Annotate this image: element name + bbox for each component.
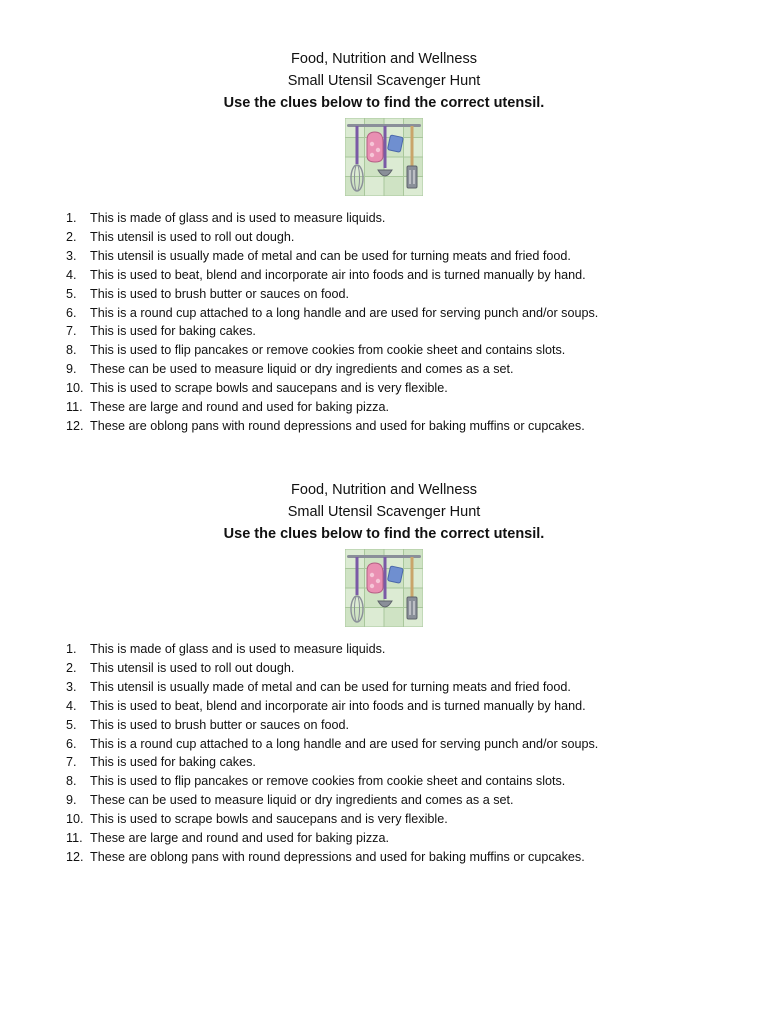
- clue-text: This is used to scrape bowls and saucepans and is very flexible.: [90, 381, 448, 396]
- clue-item: [66, 772, 706, 791]
- clue-text: This is made of glass and is used to measure liquids.: [90, 642, 386, 656]
- clue-text: This is used for baking cakes.: [90, 755, 256, 770]
- clue-text: These are oblong pans with round depressions and used for baking muffins or cupcakes.: [90, 849, 585, 864]
- clue-number: 5.: [66, 286, 77, 301]
- clue-number: 5.: [66, 717, 77, 732]
- clue-item: [66, 322, 706, 341]
- clue-item: [66, 753, 706, 772]
- clue-item: [66, 848, 706, 867]
- clue-text: This utensil is usually made of metal and can be used for turning meats and fried food.: [90, 679, 571, 694]
- clue-text: This is a round cup attached to a long handle and are used for serving punch and/or soups.: [90, 736, 599, 751]
- clue-number: 8.: [66, 343, 77, 358]
- clue-number: 7.: [66, 324, 77, 339]
- clue-item: [66, 266, 706, 285]
- clue-list: [66, 209, 706, 436]
- clue-number: 9.: [66, 793, 77, 808]
- clue-number: 2.: [66, 660, 77, 675]
- clue-item: [66, 697, 706, 716]
- clue-number: 6.: [66, 305, 77, 320]
- clue-number: 12.: [66, 418, 84, 433]
- clue-item: [66, 209, 706, 228]
- kitchen-utensils-icon: [345, 549, 423, 627]
- clue-item: [66, 791, 706, 810]
- clue-number: 8.: [66, 774, 77, 789]
- clue-number: 10.: [66, 812, 84, 827]
- clue-item: [66, 398, 706, 417]
- clue-list: [66, 640, 706, 867]
- clue-number: 6.: [66, 736, 77, 751]
- clue-number: 11.: [66, 831, 83, 846]
- clue-text: These are oblong pans with round depressions and used for baking muffins or cupcakes.: [90, 418, 585, 433]
- clue-item: [66, 341, 706, 360]
- clue-number: 4.: [66, 698, 77, 713]
- clue-item: [66, 678, 706, 697]
- clue-number: 3.: [66, 679, 77, 694]
- sheet-subtitle: Small Utensil Scavenger Hunt: [287, 504, 481, 520]
- clue-item: [66, 379, 706, 398]
- sheet-title: Food, Nutrition and Wellness: [291, 482, 477, 498]
- clue-number: 12.: [66, 849, 84, 864]
- clue-number: 4.: [66, 267, 77, 282]
- clue-number: 10.: [66, 381, 84, 396]
- clue-text: This is used to brush butter or sauces on food.: [90, 717, 350, 732]
- clue-text: This is a round cup attached to a long handle and are used for serving punch and/or soups.: [90, 305, 599, 320]
- clue-item: [66, 659, 706, 678]
- clue-text: This utensil is used to roll out dough.: [90, 229, 295, 244]
- clue-number: 3.: [66, 248, 77, 263]
- clue-text: This is used to flip pancakes or remove cookies from cookie sheet and contains slots.: [90, 343, 566, 358]
- clue-item: [66, 417, 706, 436]
- clue-item: [66, 304, 706, 323]
- clue-text: This is used to scrape bowls and saucepans and is very flexible.: [90, 812, 448, 827]
- clue-number: 9.: [66, 362, 77, 377]
- clue-item: [66, 640, 706, 659]
- clue-item: [66, 735, 706, 754]
- clue-text: This is used to brush butter or sauces on food.: [90, 286, 350, 301]
- clue-text: This is used for baking cakes.: [90, 324, 256, 339]
- clue-item: [66, 247, 706, 266]
- clue-text: This utensil is used to roll out dough.: [90, 660, 295, 675]
- scavenger-hunt-sheet-2: [0, 479, 768, 864]
- clue-item: [66, 228, 706, 247]
- clue-item: [66, 360, 706, 379]
- clue-number: 1.: [66, 211, 77, 225]
- kitchen-utensils-icon: [345, 118, 423, 196]
- sheet-subtitle: Small Utensil Scavenger Hunt: [287, 73, 481, 89]
- clue-text: These are large and round and used for baking pizza.: [90, 400, 389, 415]
- clue-text: These can be used to measure liquid or dry ingredients and comes as a set.: [90, 793, 514, 808]
- scavenger-hunt-sheet-1: [0, 48, 768, 433]
- clue-text: This is used to beat, blend and incorporate air into foods and is turned manually by hand.: [90, 698, 586, 713]
- clue-text: This is made of glass and is used to measure liquids.: [90, 211, 386, 225]
- clue-item: [66, 285, 706, 304]
- clue-text: These are large and round and used for baking pizza.: [90, 831, 389, 846]
- clue-text: This utensil is usually made of metal and can be used for turning meats and fried food.: [90, 248, 571, 263]
- clue-item: [66, 829, 706, 848]
- sheet-title: Food, Nutrition and Wellness: [291, 51, 477, 67]
- clue-text: This is used to flip pancakes or remove cookies from cookie sheet and contains slots.: [90, 774, 566, 789]
- clue-text: This is used to beat, blend and incorporate air into foods and is turned manually by hand.: [90, 267, 586, 282]
- clue-number: 7.: [66, 755, 77, 770]
- sheet-instruction: Use the clues below to find the correct utensil.: [223, 526, 545, 542]
- clue-item: [66, 716, 706, 735]
- clue-number: 2.: [66, 229, 77, 244]
- clue-text: These can be used to measure liquid or dry ingredients and comes as a set.: [90, 362, 514, 377]
- sheet-instruction: Use the clues below to find the correct utensil.: [223, 95, 545, 111]
- clue-number: 11.: [66, 400, 83, 415]
- clue-number: 1.: [66, 642, 77, 656]
- clue-item: [66, 810, 706, 829]
